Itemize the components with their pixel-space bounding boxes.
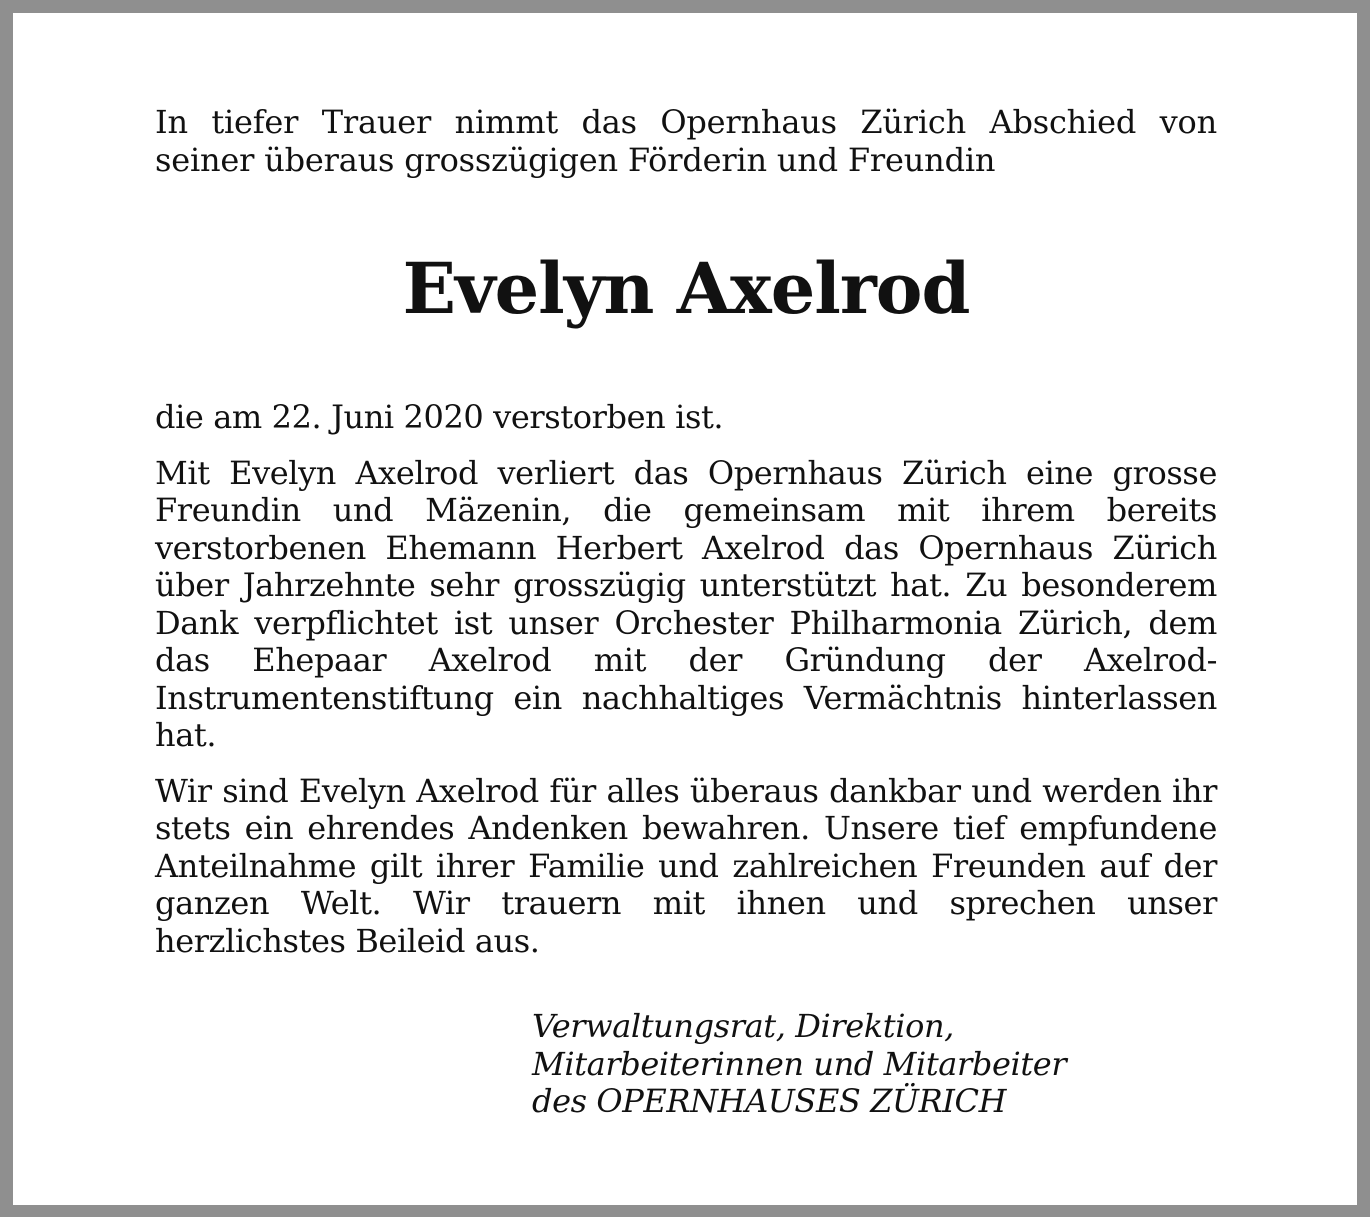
intro-text: In tiefer Trauer nimmt das Opernhaus Zürich Abschied von seiner überaus grosszügigen Förderin und Freundin [155,103,1217,179]
signature-line-1: Verwaltungsrat, Direktion, [532,1007,954,1045]
signature-line-2: Mitarbeiterinnen und Mitarbeiter [532,1044,1067,1083]
signature-block [532,1008,1066,1121]
obituary-content [155,103,1217,960]
obituary-page [13,13,1357,1205]
tribute-paragraph-2: Wir sind Evelyn Axelrod für alles überaus dankbar und werden ihr stets ein ehrendes Andenken bewahren. Unsere tief empfundene Anteilnahme gilt ihrer Familie und zahlreichen Freunden auf der ganzen Welt. Wir trauern mit ihnen und sprechen unser herzlichstes Beileid aus. [155,771,1217,960]
signature-line-3: des OPERNHAUSES ZÜRICH [532,1082,1007,1120]
deceased-name: Evelyn Axelrod [402,247,970,330]
tribute-paragraph-1: Mit Evelyn Axelrod verliert das Opernhaus Zürich eine grosse Freundin und Mäzenin, die gemeinsam mit ihrem bereits verstorbenen Ehemann Herbert Axelrod das Opernhaus Zürich über Jahrzehnte sehr grosszügig unterstützt hat. Zu besonderem Dank verpflichtet ist unser Orchester Philharmonia Zürich, dem das Ehepaar Axelrod mit der Gründung der Axelrod-Instrumentenstiftung ein nachhaltiges Vermächtnis hinterlassen hat. [155,453,1217,754]
date-line: die am 22. Juni 2020 verstorben ist. [155,398,724,436]
